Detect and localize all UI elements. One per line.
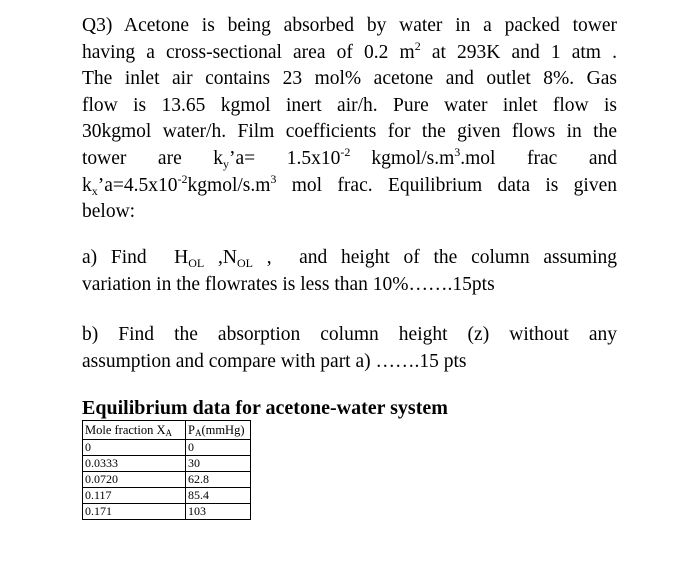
- cell-p: 62.8: [186, 472, 251, 488]
- table-row: [83, 504, 251, 520]
- part-a-line: variation in the flowrates is less than 10%…….15pts: [82, 273, 495, 295]
- question-line: below:: [82, 201, 136, 223]
- cell-p: 30: [186, 456, 251, 472]
- question-line: tower are $k_y’a= 1.5x10^{-2}$ kgmol/$s.m^3.mol$ frac and: [82, 144, 618, 171]
- table-row: [83, 440, 251, 456]
- question-text: [82, 13, 617, 226]
- header-pressure: $P_A(mmHg)$: [186, 421, 251, 440]
- table-row: [83, 472, 251, 488]
- question-line: $k_x’a=4.5x10^{-2}kgmol/s.m^3$ mol frac. Equilibrium data is given: [82, 171, 617, 198]
- question-line: flow is 13.65 kgmol inert air/h. Pure water inlet flow is: [82, 94, 617, 116]
- cell-p: 0: [186, 440, 251, 456]
- part-b-line: assumption and compare with part a) …….15 pts: [82, 350, 467, 372]
- cell-x: 0: [83, 440, 186, 456]
- question-line: 30kgmol water/h. Film coefficients for the given flows in the: [82, 121, 617, 143]
- equilibrium-table: [82, 420, 251, 520]
- cell-p: 85.4: [186, 488, 251, 504]
- header-mole-fraction: Mole fraction $X_A$: [83, 421, 186, 440]
- table-header-row: [83, 421, 251, 440]
- part-b-text: [82, 322, 617, 375]
- cell-x: 0.0720: [83, 472, 186, 488]
- cell-p: 103: [186, 504, 251, 520]
- question-line: having a cross-sectional area of 0.2 $m^2$ at 293K and 1 atm .: [82, 38, 617, 63]
- cell-x: 0.171: [83, 504, 186, 520]
- table-row: [83, 488, 251, 504]
- part-a-line: a) Find $H_{OL}$ $,N_{OL}$ , and height of the column assuming: [82, 247, 618, 270]
- table-row: [83, 456, 251, 472]
- question-line: Q3) Acetone is being absorbed by water in a packed tower: [82, 15, 617, 36]
- cell-x: 0.0333: [83, 456, 186, 472]
- question-line: The inlet air contains 23 mol% acetone and outlet 8%. Gas: [82, 68, 617, 90]
- table-title: Equilibrium data for acetone-water system: [82, 397, 448, 419]
- part-b-line: b) Find the absorption column height (z) without any: [82, 324, 617, 345]
- part-a-text: [82, 245, 617, 298]
- cell-x: 0.117: [83, 488, 186, 504]
